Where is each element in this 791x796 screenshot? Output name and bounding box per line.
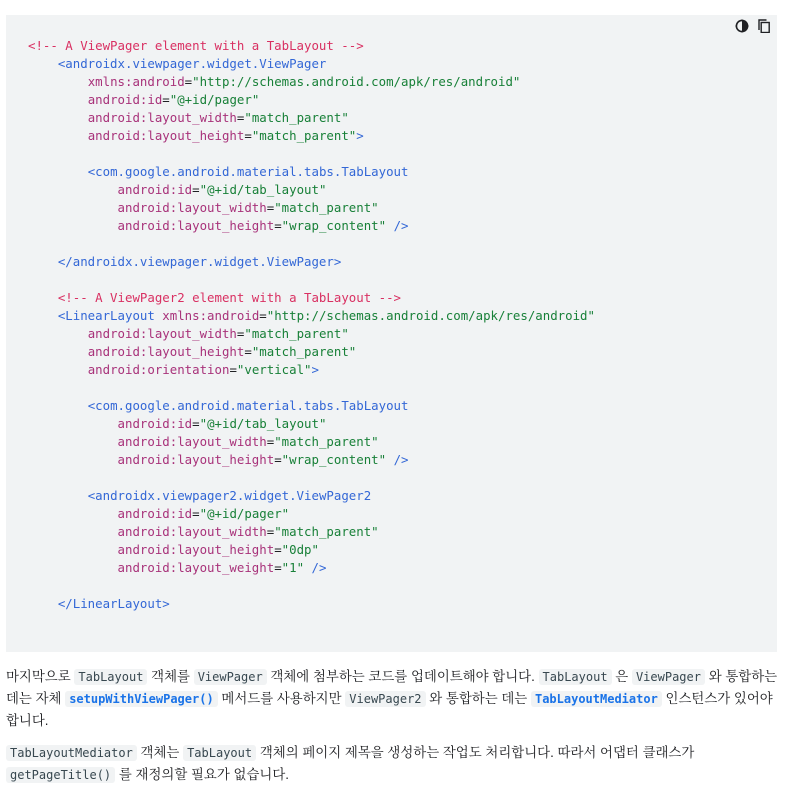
- code-token: android:layout_width: [87, 326, 237, 341]
- paragraph-text: 은: [611, 669, 632, 684]
- code-token: [28, 398, 88, 413]
- code-token: "@+id/pager": [199, 506, 290, 521]
- code-token: [28, 200, 118, 215]
- code-line: [28, 163, 595, 181]
- code-token: "wrap_content": [281, 452, 387, 467]
- code-token: <com.google.android.material.tabs.TabLayout: [87, 164, 409, 179]
- code-token: "match_parent": [251, 128, 357, 143]
- code-token: <!-- A ViewPager element with a TabLayout -->: [28, 38, 364, 53]
- code-line: [28, 55, 595, 73]
- code-token: xmlns:android: [87, 74, 185, 89]
- code-line: [28, 37, 595, 55]
- code-token: <androidx.viewpager2.widget.ViewPager2: [87, 488, 372, 503]
- code-listing: [28, 37, 595, 613]
- code-token: [28, 452, 118, 467]
- code-token: =: [244, 344, 252, 359]
- code-line: [28, 487, 595, 505]
- code-token: android:layout_width: [117, 434, 267, 449]
- inline-code: TabLayoutMediator: [6, 745, 137, 761]
- code-token: [28, 506, 118, 521]
- code-line: [28, 343, 595, 361]
- code-token: "@+id/tab_layout": [199, 182, 327, 197]
- code-token: [304, 560, 311, 575]
- api-reference-link[interactable]: setupWithViewPager(): [65, 691, 218, 707]
- code-token: />: [393, 218, 409, 233]
- paragraph-text: 메서드를 사용하지만: [217, 691, 346, 706]
- code-token: =: [192, 506, 200, 521]
- code-line: [28, 271, 595, 289]
- paragraph-text: 객체는: [136, 745, 184, 760]
- code-line: [28, 397, 595, 415]
- code-line: [28, 541, 595, 559]
- code-line: [28, 415, 595, 433]
- code-token: [28, 434, 118, 449]
- code-line: [28, 433, 595, 451]
- code-token: />: [393, 452, 409, 467]
- code-line: [28, 451, 595, 469]
- code-token: "http://schemas.android.com/apk/res/android": [192, 74, 521, 89]
- code-token: <LinearLayout: [57, 308, 155, 323]
- code-block: [6, 15, 777, 652]
- code-token: [28, 74, 88, 89]
- code-token: />: [311, 560, 327, 575]
- code-token: =: [192, 182, 200, 197]
- code-token: "wrap_content": [281, 218, 387, 233]
- code-token: [28, 362, 88, 377]
- code-token: =: [192, 416, 200, 431]
- theme-toggle-icon[interactable]: [734, 18, 750, 34]
- paragraph-text: 와 통합하는 데는 자체: [6, 669, 778, 706]
- code-token: "@+id/pager": [169, 92, 260, 107]
- code-token: "match_parent": [274, 200, 379, 215]
- code-token: [28, 290, 58, 305]
- code-token: xmlns:android: [162, 308, 260, 323]
- code-token: [28, 416, 118, 431]
- code-token: =: [236, 326, 245, 341]
- code-token: [28, 326, 88, 341]
- code-token: <!-- A ViewPager2 element with a TabLayout -->: [57, 290, 401, 305]
- paragraph-text: 인스턴스가 있어야 합니다.: [6, 691, 773, 728]
- code-token: android:layout_height: [117, 218, 275, 233]
- code-line: [28, 145, 595, 163]
- api-reference-link[interactable]: TabLayoutMediator: [531, 691, 662, 707]
- code-token: android:id: [117, 416, 193, 431]
- code-token: [28, 110, 88, 125]
- code-line: [28, 577, 595, 595]
- code-token: "vertical": [236, 362, 312, 377]
- code-line: [28, 505, 595, 523]
- code-token: >: [356, 128, 364, 143]
- code-line: [28, 235, 595, 253]
- code-token: [28, 596, 58, 611]
- code-token: android:layout_weight: [117, 560, 275, 575]
- code-token: =: [274, 218, 282, 233]
- code-token: android:layout_height: [117, 542, 275, 557]
- code-token: =: [244, 128, 252, 143]
- code-token: android:layout_height: [117, 452, 275, 467]
- inline-code: ViewPager: [194, 669, 267, 685]
- code-token: =: [236, 110, 245, 125]
- inline-code: ViewPager: [632, 669, 705, 685]
- code-line: [28, 379, 595, 397]
- code-line: [28, 73, 595, 91]
- code-token: [28, 560, 118, 575]
- code-token: </LinearLayout>: [57, 596, 170, 611]
- code-token: android:layout_width: [117, 524, 267, 539]
- code-line: [28, 361, 595, 379]
- code-line: [28, 199, 595, 217]
- code-token: android:layout_width: [87, 110, 237, 125]
- code-token: android:id: [117, 506, 193, 521]
- inline-code: getPageTitle(): [6, 767, 115, 783]
- code-line: [28, 217, 595, 235]
- code-line: [28, 559, 595, 577]
- code-token: [28, 128, 88, 143]
- paragraph-text: 를 재정의할 필요가 없습니다.: [115, 767, 289, 782]
- code-token: [28, 254, 58, 269]
- code-line: [28, 325, 595, 343]
- paragraph-tablayoutmediator: [6, 742, 781, 786]
- paragraph-text: 마지막으로: [6, 669, 75, 684]
- code-token: <androidx.viewpager.widget.ViewPager: [57, 56, 327, 71]
- code-token: "match_parent": [251, 344, 357, 359]
- inline-code: TabLayout: [74, 669, 147, 685]
- code-token: [28, 218, 118, 233]
- paragraph-text: 객체를: [147, 669, 194, 684]
- code-token: =: [274, 542, 282, 557]
- code-token: "match_parent": [274, 434, 379, 449]
- code-token: [28, 56, 58, 71]
- inline-code: TabLayout: [539, 669, 612, 685]
- code-token: [28, 344, 88, 359]
- code-line: [28, 91, 595, 109]
- code-token: =: [266, 200, 275, 215]
- code-token: [28, 308, 58, 323]
- code-token: <com.google.android.material.tabs.TabLayout: [87, 398, 409, 413]
- code-token: "match_parent": [244, 110, 349, 125]
- code-token: "match_parent": [244, 326, 349, 341]
- code-token: [28, 488, 88, 503]
- code-token: android:orientation: [87, 362, 230, 377]
- code-token: =: [259, 308, 267, 323]
- paragraph-tablayout-attach: [6, 666, 781, 732]
- inline-code: TabLayout: [183, 745, 256, 761]
- code-token: [28, 164, 88, 179]
- code-line: [28, 307, 595, 325]
- code-line: [28, 181, 595, 199]
- code-token: =: [229, 362, 237, 377]
- inline-code: ViewPager2: [345, 691, 425, 707]
- code-line: [28, 289, 595, 307]
- paragraph-text: 객체의 페이지 제목을 생성하는 작업도 처리합니다. 따라서 어댑터 클래스가: [256, 745, 695, 760]
- code-line: [28, 109, 595, 127]
- code-token: =: [266, 434, 275, 449]
- code-token: "http://schemas.android.com/apk/res/android": [266, 308, 595, 323]
- paragraph-text: 와 통합하는 데는: [425, 691, 531, 706]
- code-token: =: [162, 92, 170, 107]
- code-token: "0dp": [281, 542, 319, 557]
- code-token: [386, 452, 393, 467]
- code-token: </androidx.viewpager.widget.ViewPager>: [57, 254, 342, 269]
- code-line: [28, 469, 595, 487]
- paragraph-text: 객체에 첨부하는 코드를 업데이트해야 합니다.: [266, 669, 539, 684]
- code-line: [28, 253, 595, 271]
- code-token: android:id: [87, 92, 163, 107]
- code-line: [28, 127, 595, 145]
- code-token: android:layout_height: [87, 128, 245, 143]
- code-token: android:layout_height: [87, 344, 245, 359]
- code-token: "@+id/tab_layout": [199, 416, 327, 431]
- code-token: "match_parent": [274, 524, 379, 539]
- code-token: >: [311, 362, 319, 377]
- code-token: [28, 182, 118, 197]
- code-token: [28, 542, 118, 557]
- code-token: =: [266, 524, 275, 539]
- code-token: =: [274, 560, 282, 575]
- code-token: "1": [281, 560, 305, 575]
- code-toolbar: [734, 18, 772, 34]
- code-line: [28, 595, 595, 613]
- code-token: android:layout_width: [117, 200, 267, 215]
- copy-icon[interactable]: [756, 18, 772, 34]
- code-token: [28, 92, 88, 107]
- code-token: [28, 524, 118, 539]
- code-token: =: [184, 74, 193, 89]
- code-token: =: [274, 452, 282, 467]
- code-token: [386, 218, 393, 233]
- code-token: android:id: [117, 182, 193, 197]
- code-line: [28, 523, 595, 541]
